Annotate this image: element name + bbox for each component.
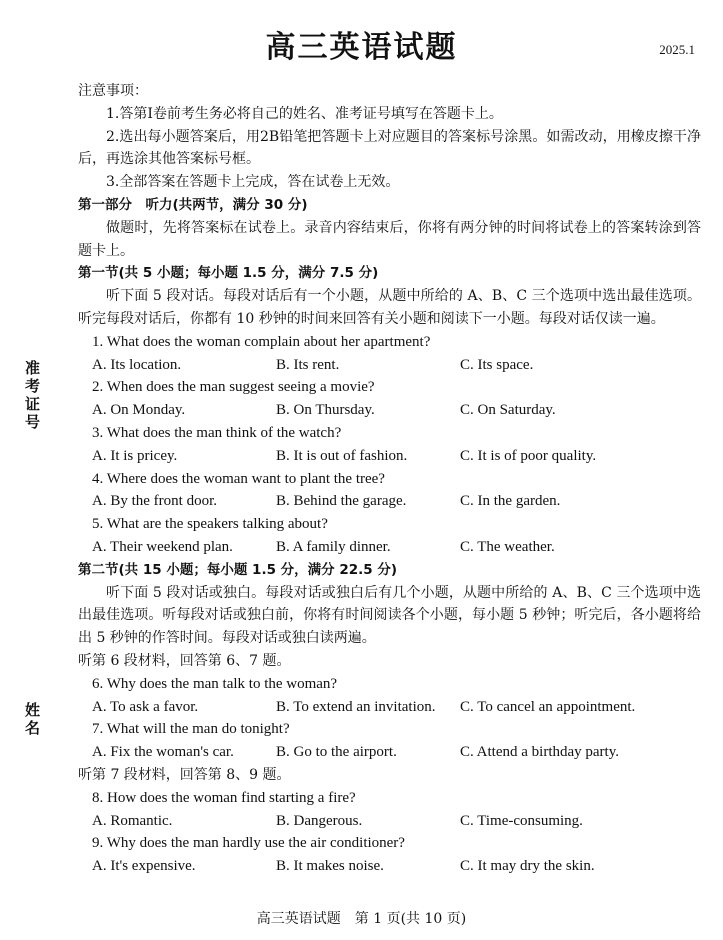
question-stem: 7. What will the man do tonight? xyxy=(92,721,290,738)
section2-title: 第二节(共 15 小题；每小题 1.5 分，满分 22.5 分) xyxy=(78,561,398,578)
part1-intro: 做题时，先将答案标在试卷上。录音内容结束后，你将有两分钟的时间将试卷上的答案转涂到答题卡上。 xyxy=(78,219,701,259)
question-options xyxy=(78,490,701,513)
question-options xyxy=(78,354,701,377)
option-a: A. On Monday. xyxy=(92,402,186,419)
question-options xyxy=(78,855,701,878)
question-options xyxy=(78,810,701,833)
option-a: A. Its location. xyxy=(92,356,182,373)
option-a: A. It is pricey. xyxy=(92,447,178,464)
question-stem: 6. Why does the man talk to the woman? xyxy=(92,675,338,692)
option-c: C. It is of poor quality. xyxy=(460,447,597,464)
question-options xyxy=(78,399,701,422)
material-6-note: 听第 6 段材料，回答第 6、7 题。 xyxy=(78,652,291,669)
option-c: C. Its space. xyxy=(460,356,534,373)
notice-heading: 注意事项： xyxy=(78,83,148,99)
question-group-1-5 xyxy=(78,331,701,559)
question-stem: 8. How does the woman find starting a fire? xyxy=(92,789,356,806)
option-c: C. Time-consuming. xyxy=(460,812,583,829)
question-options xyxy=(78,741,701,764)
section1-intro: 听下面 5 段对话。每段对话后有一个小题，从题中所给的 A、B、C 三个选项中选出最佳选项。听完每段对话后，你都有 10 秒钟的时间来回答有关小题和阅读下一小题。每段对话仅读一遍。 xyxy=(78,288,701,327)
exam-date: 2025.1 xyxy=(659,42,695,57)
option-a: A. To ask a favor. xyxy=(92,698,199,715)
option-b: B. Go to the airport. xyxy=(276,744,397,761)
material-7-note: 听第 7 段材料，回答第 8、9 题。 xyxy=(78,766,291,783)
side-label-exam-number: 准考证号 xyxy=(23,360,41,432)
option-a: A. Their weekend plan. xyxy=(92,538,233,555)
question-options xyxy=(78,445,701,468)
notice-item: 2.选出每小题答案后，用2B铅笔把答题卡上对应题目的答案标号涂黑。如需改动，用橡皮擦干净后，再选涂其他答案标号框。 xyxy=(78,128,701,168)
question-stem: 4. Where does the woman want to plant the tree? xyxy=(92,470,385,487)
question-stem: 2. When does the man suggest seeing a movie? xyxy=(92,379,375,396)
option-b: B. A family dinner. xyxy=(276,538,391,555)
option-b: B. Dangerous. xyxy=(276,812,363,829)
page-title: 高三英语试题 xyxy=(265,30,458,65)
question-group-6-7 xyxy=(78,673,701,764)
option-b: B. Behind the garage. xyxy=(276,493,407,510)
question-stem: 5. What are the speakers talking about? xyxy=(92,516,328,533)
option-a: A. Romantic. xyxy=(92,812,173,829)
option-c: C. In the garden. xyxy=(460,493,561,510)
option-c: C. It may dry the skin. xyxy=(460,858,595,875)
question-options xyxy=(78,696,701,719)
option-a: A. By the front door. xyxy=(92,493,217,510)
option-b: B. To extend an invitation. xyxy=(276,698,436,715)
section2-intro: 听下面 5 段对话或独白。每段对话或独白后有几个小题，从题中所给的 A、B、C 三个选项中选出最佳选项。听每段对话或独白前，你将有时间阅读各个小题，每小题 5 秒钟；听完后，各小题将给出 5 秒钟的作答时间。每段对话或独白读两遍。 xyxy=(78,584,701,647)
option-c: C. On Saturday. xyxy=(460,402,556,419)
question-stem: 9. Why does the man hardly use the air conditioner? xyxy=(92,835,405,852)
option-a: A. It's expensive. xyxy=(92,858,196,875)
option-b: B. On Thursday. xyxy=(276,402,375,419)
page-footer: 高三英语试题 第 1 页(共 10 页) xyxy=(256,911,467,927)
section1-title: 第一节(共 5 小题；每小题 1.5 分，满分 7.5 分) xyxy=(78,265,379,282)
notice-item: 1.答第Ⅰ卷前考生务必将自己的姓名、准考证号填写在答题卡上。 xyxy=(106,105,503,122)
option-b: B. It is out of fashion. xyxy=(276,447,408,464)
part1-title: 第一部分 听力(共两节，满分 30 分) xyxy=(78,196,308,213)
option-c: C. The weather. xyxy=(460,538,555,555)
notice-item: 3.全部答案在答题卡上完成，答在试卷上无效。 xyxy=(106,174,400,191)
question-group-8-9 xyxy=(78,787,701,878)
side-label-name: 姓名 xyxy=(23,702,41,738)
option-b: B. Its rent. xyxy=(276,356,340,373)
option-c: C. Attend a birthday party. xyxy=(460,744,619,761)
option-c: C. To cancel an appointment. xyxy=(460,698,636,715)
option-b: B. It makes noise. xyxy=(276,858,384,875)
question-stem: 3. What does the man think of the watch? xyxy=(92,424,342,441)
option-a: A. Fix the woman's car. xyxy=(92,744,234,761)
question-stem: 1. What does the woman complain about her apartment? xyxy=(92,333,431,350)
question-options xyxy=(78,536,701,559)
exam-content xyxy=(78,80,701,878)
